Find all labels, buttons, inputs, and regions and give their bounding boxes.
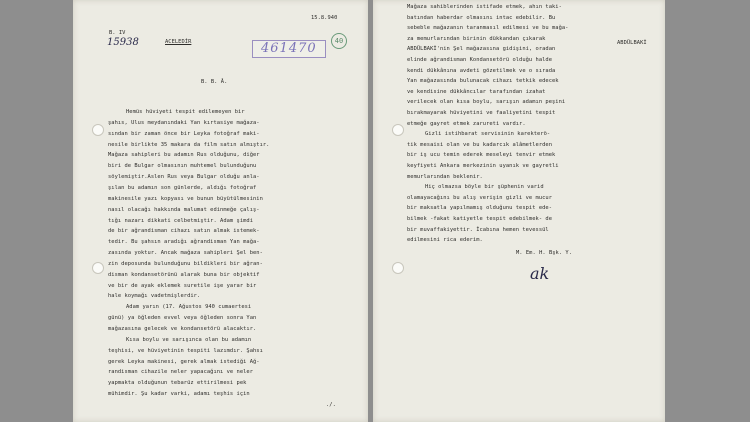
text-line: tığı nazarı dikkati celbetmiştir. Adam şimdi — [108, 217, 253, 224]
signature-block: M. Em. H. Bşk. Y. — [516, 250, 573, 256]
text-line: mühimdir. Şu kadar varki, adamı teşhis için — [108, 391, 250, 398]
reference-code: B. IV — [109, 30, 126, 36]
text-line: söylemiştir.Aslen Rus veya Bulgar olduğu anla- — [108, 174, 260, 181]
punch-hole — [392, 124, 404, 136]
text-line: zin deposunda bulunduğunu bildikleri bir ağran- — [108, 260, 263, 267]
archive-stamp — [252, 40, 326, 58]
text-line: şılan bu adamın son günlerde, aldığı fotoğraf — [108, 184, 257, 191]
text-line: bir maksatla yapılmamış olduğunu tespit ede- — [407, 205, 552, 212]
text-line: kendi dükkânına avdeti gözetilmek ve o sırada — [407, 67, 556, 74]
text-line: bilmek -fakat katiyetle tespit edebilmek- de — [407, 216, 552, 222]
text-line: şahıs, Ulus meydanındaki Yan kırtasiye mağaza- — [108, 119, 260, 126]
text-line: ve bir de ayak eklemek suretile işe yarar bir — [108, 282, 257, 289]
text-line: bırakmayarak hüviyetini ve faaliyetini tespit — [407, 110, 556, 116]
text-line: tik mesaisi olan ve bu kadarcık alâmetlerden — [407, 141, 552, 148]
text-line: de bir ağrandisman cihazı satın almak istemek- — [108, 228, 260, 235]
text-line: sebeble mağazanın taranmasıl edilmesi ve bu mağa- — [407, 25, 569, 32]
text-line: yapmakta olduğunun tebarüz ettirilmesi pek — [108, 380, 247, 387]
document-date: 15.8.940 — [311, 15, 338, 21]
document-page-left — [73, 0, 368, 422]
text-line: ./. — [326, 401, 336, 408]
classification-label: ACELEDİR — [165, 39, 192, 45]
text-line: zasında yoktur. Ancak mağaza sahipleri Şel ben- — [108, 250, 263, 257]
text-line: memurlarından beklenir. — [407, 173, 483, 180]
text-line: Hemüs hüviyeti tespit edilemeyen bir — [126, 109, 245, 115]
text-line: Gizli istihbarat servisinin karekterö- — [425, 131, 551, 138]
archive-stamp-number: 461470 — [261, 41, 317, 56]
side-note: ABDÜLBAKİ — [617, 40, 647, 46]
text-line: verilecek olan kısa boylu, sarışın adamın peşini — [407, 99, 566, 106]
text-line: Mağaza sahiblerinden istifade etmek, ahın taki- — [407, 4, 562, 10]
addressee: B. B. Â. — [201, 79, 228, 85]
text-line: bir muvaffakiyettir. İcabına hemen tevessül — [407, 226, 549, 233]
text-line: sından bir zaman önce bir Leyka fotoğraf maki- — [108, 130, 260, 137]
text-line: bir iş ucu temin ederek meseleyi tenvir etmek — [407, 152, 556, 159]
text-line: makinesile yazı kopyası ve bunun büyütülmesinin — [108, 195, 263, 202]
text-line: randisman cihazile neler yapacağını ve neler — [108, 369, 253, 376]
text-line: mağazasına gelecek ve kondansetörü alacaktır. — [108, 326, 257, 332]
file-number: 15938 — [107, 37, 139, 48]
text-line: biri de Bulgar olmasının muhtemel bulunduğunu — [108, 163, 257, 170]
text-line: Kısa boylu ve sarışınca olan bu adamın — [126, 336, 252, 343]
text-line: keyfiyeti Ankara merkezinin uyanık ve gayretli — [407, 163, 559, 169]
text-line: elinde ağrandisman Kondansetörü olduğu halde — [407, 57, 552, 63]
circle-mark: 40 — [331, 33, 347, 49]
text-line: ABDÜLBAKİ'nin Şel mağazasına gidişini, oradan — [407, 46, 556, 53]
text-line: ve kendisine dükkâncılar tarafından izahat — [407, 88, 546, 95]
handwritten-signature: ak — [530, 264, 550, 283]
text-line: etmeğe gayret etmek zarureti vardır. — [407, 120, 526, 127]
text-line: disman kondansetörünü alarak buna bir objektif — [108, 271, 260, 278]
text-line: nasıl olacağı hakkında malumat edinmeğe çalış- — [108, 206, 260, 213]
text-line: günü) ya öğleden evvel veya öğleden sonra Yan — [108, 315, 257, 322]
text-line: teşhisi, ve hüviyetinin tespiti lazımdır. Şahsı — [108, 347, 263, 354]
text-line: nesile birlikte 35 makara da film satın almıştır. — [108, 141, 270, 148]
text-line: hale koymağı vadetmişlerdir. — [108, 293, 201, 300]
text-line: Adam yarın (17. Ağustos 940 cumaertesi — [126, 304, 252, 311]
text-line: Mağaza sahipleri bu adamın Rus olduğunu, diğer — [108, 152, 260, 159]
punch-hole — [92, 262, 104, 274]
punch-hole — [392, 262, 404, 274]
document-page-right — [373, 0, 665, 422]
text-line: edilmesini rica ederim. — [407, 237, 483, 244]
text-line: gerek Leyka makinesi, gerek almak istediği Ağ- — [108, 358, 260, 365]
text-line: tedir. Bu şahsın aradığı ağrandisman Yan mağa- — [108, 239, 260, 246]
punch-hole — [92, 124, 104, 136]
text-line: Yan mağazasında bulunacak cihazı tetkik edecek — [407, 78, 559, 85]
text-line: za memurlarından birinin dükkandan çıkarak — [407, 35, 546, 42]
text-line: Hiç olmazsa böyle bir şüphenin varid — [425, 184, 544, 191]
text-line: batından haberdar olmasını intac edebilir. Bu — [407, 14, 556, 21]
text-line: olamayacağını bu alış verişin gizli ve mucur — [407, 194, 552, 201]
